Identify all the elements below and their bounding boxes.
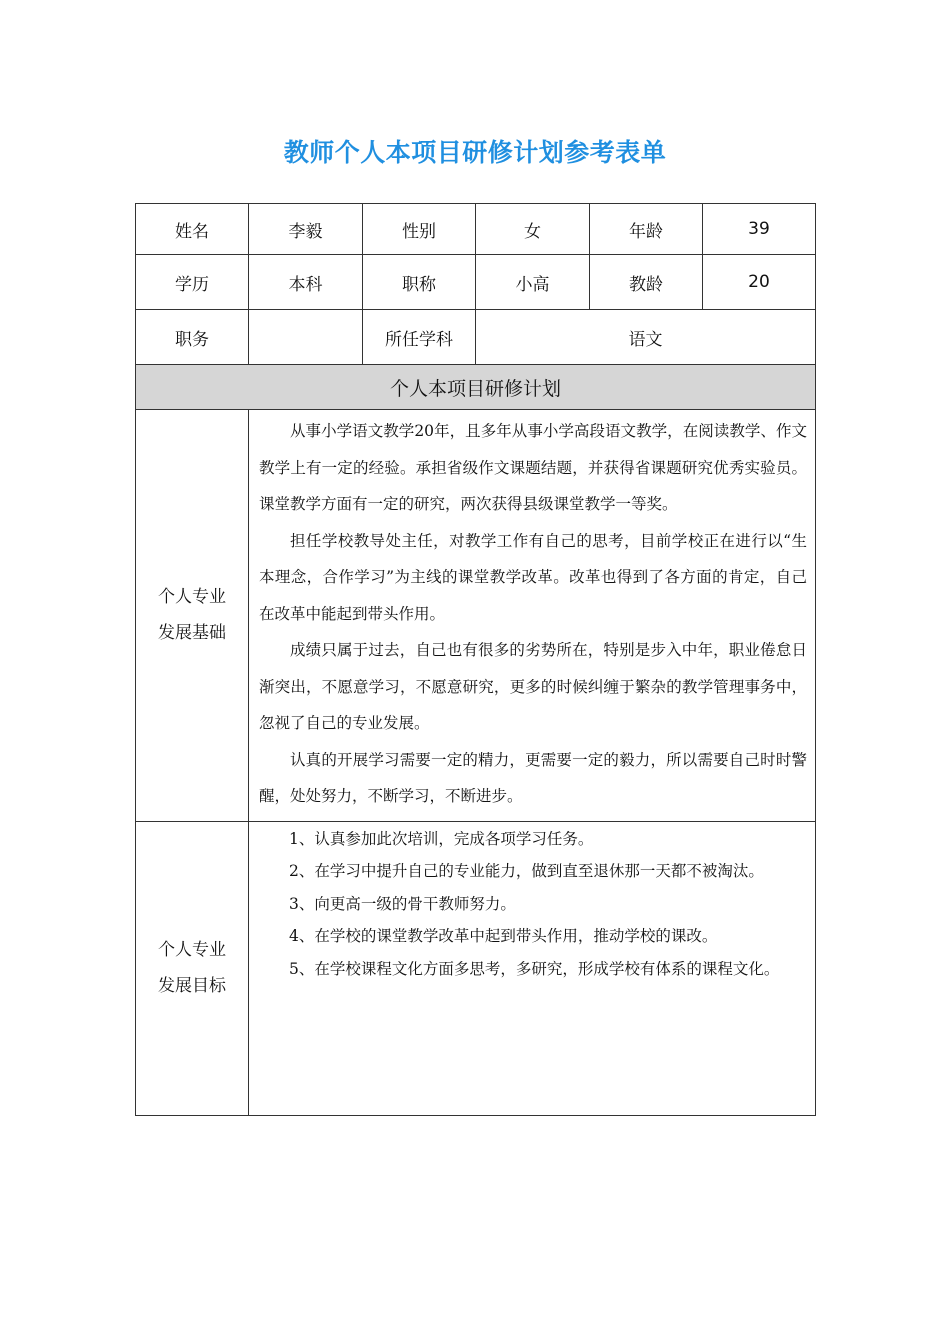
teaching-years-label: 教龄 xyxy=(590,255,703,310)
section-header-row xyxy=(136,365,816,410)
goal-item: 4、在学校的课堂教学改革中起到带头作用，推动学校的课改。 xyxy=(289,927,718,945)
subject-value: 语文 xyxy=(476,310,816,365)
rank-label: 职称 xyxy=(363,255,476,310)
position-label: 职务 xyxy=(136,310,249,365)
info-row-2 xyxy=(136,255,816,310)
name-value: 李毅 xyxy=(249,204,363,255)
goal-item: 5、在学校课程文化方面多思考，多研究，形成学校有体系的课程文化。 xyxy=(289,959,780,978)
teaching-years-value: 20 xyxy=(703,255,816,310)
goals-label xyxy=(136,821,249,1115)
age-label: 年龄 xyxy=(590,204,703,255)
foundation-paragraph: 认真的开展学习需要一定的精力，更需要一定的毅力，所以需要自己时时警醒，处处努力，不断学习，不断进步。 xyxy=(259,750,807,805)
goal-item: 3、向更高一级的骨干教师努力。 xyxy=(289,894,516,913)
foundation-paragraph: 从事小学语文教学20年，且多年从事小学高段语文教学，在阅读教学、作文教学上有一定的经验。承担省级作文课题结题，并获得省课题研究优秀实验员。课堂教学方面有一定的研究，两次获得县级课堂教学一等奖。 xyxy=(259,422,807,513)
goals-content xyxy=(249,821,816,1115)
position-value xyxy=(249,310,363,365)
info-row-3 xyxy=(136,310,816,365)
foundation-row xyxy=(136,410,816,822)
education-label: 学历 xyxy=(136,255,249,310)
foundation-label xyxy=(136,410,249,822)
goal-item: 1、认真参加此次培训，完成各项学习任务。 xyxy=(289,829,594,848)
goals-row xyxy=(136,821,816,1115)
foundation-label-line1: 个人专业 xyxy=(158,587,226,608)
goals-label-line1: 个人专业 xyxy=(158,940,226,960)
gender-label: 性别 xyxy=(363,204,476,255)
rank-value: 小高 xyxy=(476,255,590,310)
age-value: 39 xyxy=(703,204,816,255)
foundation-paragraph: 成绩只属于过去，自己也有很多的劣势所在，特别是步入中年，职业倦怠日渐突出，不愿意学习，不愿意研究，更多的时候纠缠于繁杂的教学管理事务中，忽视了自己的专业发展。 xyxy=(259,641,807,732)
document-title: 教师个人本项目研修计划参考表单 xyxy=(283,138,667,167)
plan-form-table xyxy=(135,203,816,1116)
name-label: 姓名 xyxy=(136,204,249,255)
goals-label-line2: 发展目标 xyxy=(158,976,226,996)
info-row-1 xyxy=(136,204,816,255)
gender-value: 女 xyxy=(476,204,590,255)
foundation-content xyxy=(249,410,816,822)
foundation-label-line2: 发展基础 xyxy=(158,623,226,644)
foundation-paragraph: 担任学校教导处主任，对教学工作有自己的思考，目前学校正在进行以“生本理念，合作学习”为主线的课堂教学改革。改革也得到了各方面的肯定，自己在改革中能起到带头作用。 xyxy=(259,531,807,623)
subject-label: 所任学科 xyxy=(363,310,476,365)
goal-item: 2、在学习中提升自己的专业能力，做到直至退休那一天都不被淘汰。 xyxy=(289,862,764,880)
education-value: 本科 xyxy=(249,255,363,310)
section-title: 个人本项目研修计划 xyxy=(136,365,816,410)
